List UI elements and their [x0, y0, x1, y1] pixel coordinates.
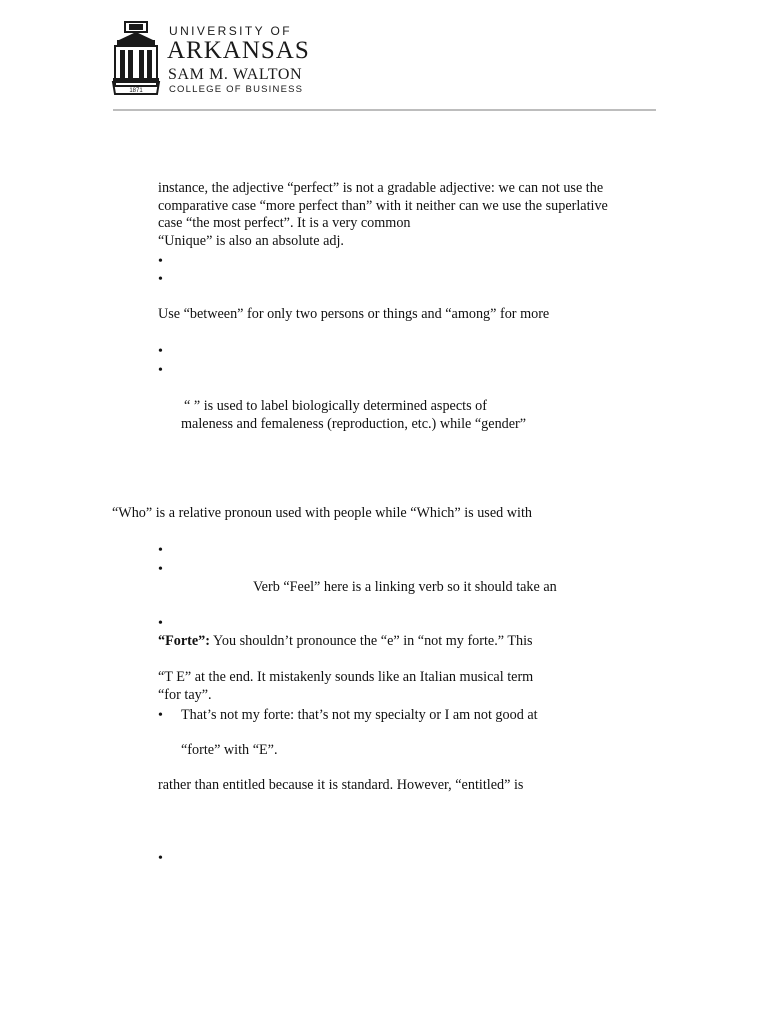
bullet: •: [158, 543, 163, 558]
old-main-seal-icon: [111, 20, 161, 98]
bullet: •: [158, 708, 163, 723]
body-line: “forte” with “E”.: [181, 742, 278, 758]
body-line: “for tay”.: [158, 687, 212, 703]
svg-text:1871: 1871: [129, 88, 143, 94]
university-logo: [111, 20, 311, 98]
body-line: Verb “Feel” here is a linking verb so it should take an: [253, 579, 557, 595]
bullet: •: [158, 851, 163, 866]
logo-sam-m-walton: SAM M. WALTON: [168, 66, 303, 83]
logo-college-of-business: COLLEGE OF BUSINESS: [169, 84, 304, 95]
bullet: •: [158, 254, 163, 269]
bullet-text-forte: That’s not my forte: that’s not my specialty or I am not good at: [181, 707, 538, 723]
body-line: case “the most perfect”. It is a very common: [158, 215, 411, 231]
body-line: comparative case “more perfect than” with it neither can we use the superlative: [158, 198, 608, 214]
bullet: •: [158, 344, 163, 359]
body-line: maleness and femaleness (reproduction, etc.) while “gender”: [181, 416, 527, 432]
forte-label: “Forte”:: [158, 633, 210, 649]
body-line: “T E” at the end. It mistakenly sounds like an Italian musical term: [158, 669, 534, 685]
forte-text: You shouldn’t pronounce the “e” in “not my forte.” This: [210, 633, 533, 649]
body-line: Use “between” for only two persons or things and “among” for more: [158, 306, 550, 322]
body-line: “Unique” is also an absolute adj.: [158, 233, 344, 249]
logo-arkansas: ARKANSAS: [167, 37, 310, 64]
body-line: “Who” is a relative pronoun used with people while “Which” is used with: [112, 505, 532, 521]
body-line: “ ” is used to label biologically determined aspects of: [184, 398, 487, 414]
bullet: •: [158, 363, 163, 378]
bullet: •: [158, 562, 163, 577]
body-line: [158, 633, 533, 650]
bullet: •: [158, 272, 163, 287]
body-line: rather than entitled because it is standard. However, “entitled” is: [158, 777, 524, 793]
body-line: instance, the adjective “perfect” is not a gradable adjective: we can not use the: [158, 180, 604, 196]
logo-university-of: UNIVERSITY OF: [169, 24, 292, 38]
bullet: •: [158, 616, 163, 631]
header-divider: [113, 109, 656, 111]
